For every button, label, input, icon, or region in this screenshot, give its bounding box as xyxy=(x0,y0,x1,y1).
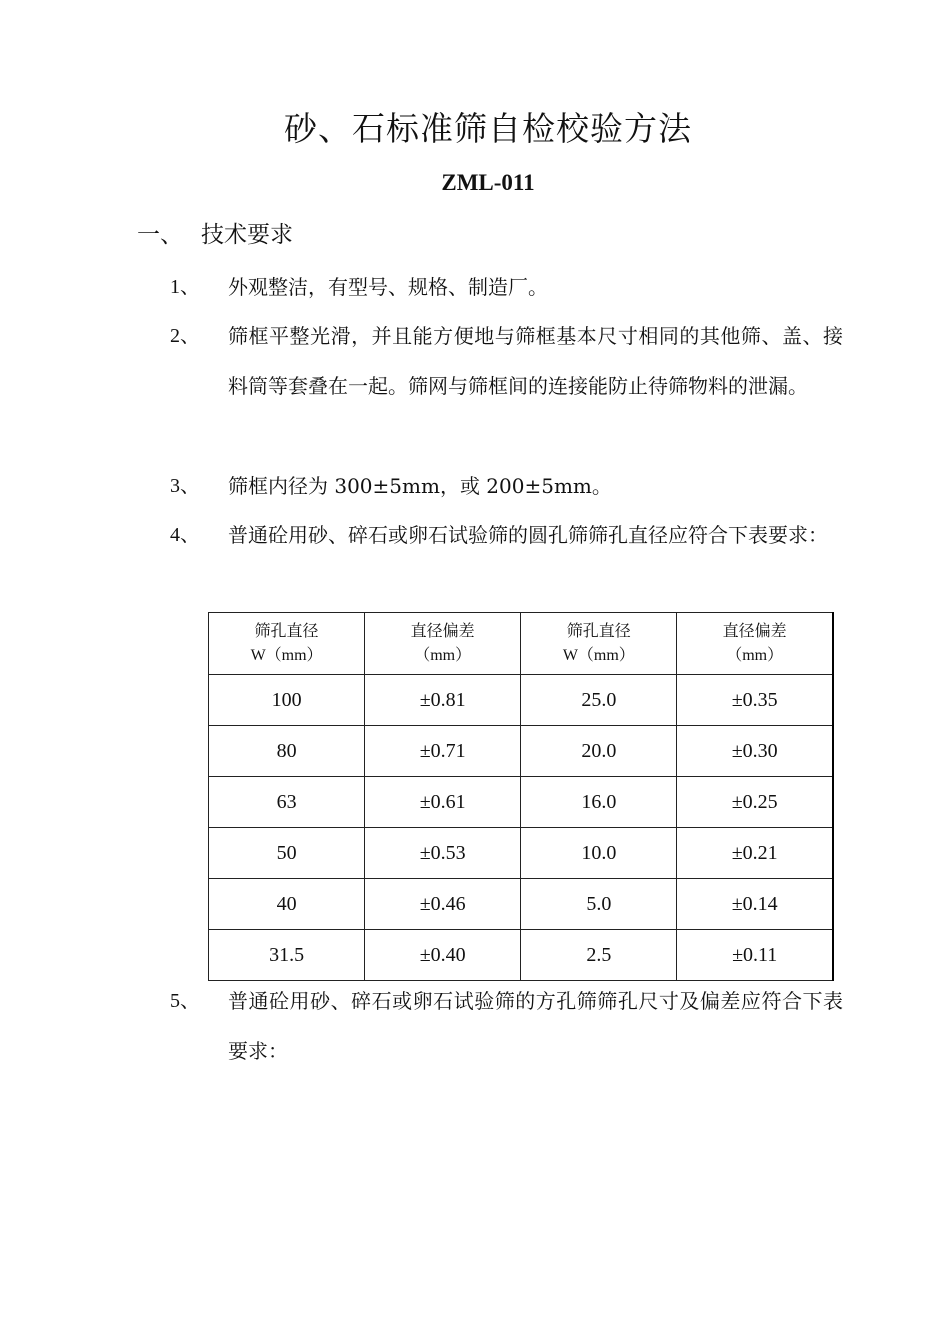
table-cell: ±0.21 xyxy=(677,828,833,879)
item-text: 普通砼用砂、碎石或卵石试验筛的方孔筛筛孔尺寸及偏差应符合下表要求： xyxy=(228,989,843,1063)
table-cell: 25.0 xyxy=(521,675,677,726)
table-cell: ±0.71 xyxy=(365,726,521,777)
document-title: 砂、石标准筛自检校验方法 xyxy=(284,109,692,148)
header-cell: 筛孔直径 W（mm） xyxy=(209,613,365,675)
table-cell: 20.0 xyxy=(521,726,677,777)
item-text: 外观整洁，有型号、规格、制造厂。 xyxy=(228,275,548,299)
table-cell: ±0.14 xyxy=(677,879,833,930)
table-row xyxy=(209,879,834,930)
list-item xyxy=(170,510,850,560)
item-number: 4、 xyxy=(170,524,200,546)
table-cell: 10.0 xyxy=(521,828,677,879)
sieve-tolerance-table xyxy=(208,612,834,981)
header-cell: 直径偏差 （mm） xyxy=(677,613,833,675)
table-row xyxy=(209,828,834,879)
section-heading xyxy=(137,216,293,249)
item-number: 1、 xyxy=(170,276,200,298)
section-title: 技术要求 xyxy=(201,222,293,248)
table-cell: ±0.46 xyxy=(365,879,521,930)
table-row xyxy=(209,777,834,828)
section-number: 一、 xyxy=(137,222,183,248)
table-row xyxy=(209,930,834,981)
table-cell: ±0.61 xyxy=(365,777,521,828)
item-number: 5、 xyxy=(170,990,200,1012)
header-cell: 筛孔直径 W（mm） xyxy=(521,613,677,675)
item-text: 筛框平整光滑，并且能方便地与筛框基本尺寸相同的其他筛、盖、接料筒等套叠在一起。筛网与筛框间的连接能防止待筛物料的泄漏。 xyxy=(228,324,843,398)
table-header-row xyxy=(209,613,834,675)
item-text: 普通砼用砂、碎石或卵石试验筛的圆孔筛筛孔直径应符合下表要求： xyxy=(228,523,828,547)
table-cell: 2.5 xyxy=(521,930,677,981)
table-cell: 5.0 xyxy=(521,879,677,930)
table-cell: ±0.53 xyxy=(365,828,521,879)
table-cell: 80 xyxy=(209,726,365,777)
list-item xyxy=(170,311,850,411)
table-cell: 31.5 xyxy=(209,930,365,981)
list-item xyxy=(170,461,850,511)
table-cell: 50 xyxy=(209,828,365,879)
table-cell: 100 xyxy=(209,675,365,726)
table-cell: 40 xyxy=(209,879,365,930)
table-cell: ±0.25 xyxy=(677,777,833,828)
list-item xyxy=(170,262,850,312)
item-number: 2、 xyxy=(170,325,200,347)
table-row xyxy=(209,726,834,777)
table-cell: ±0.81 xyxy=(365,675,521,726)
table-cell: ±0.35 xyxy=(677,675,833,726)
item-text: 筛框内径为 300±5mm，或 200±5mm。 xyxy=(228,474,612,498)
list-item xyxy=(170,976,850,1076)
table-row xyxy=(209,675,834,726)
table-cell: ±0.40 xyxy=(365,930,521,981)
table-cell: ±0.30 xyxy=(677,726,833,777)
table-cell: 16.0 xyxy=(521,777,677,828)
table-cell: 63 xyxy=(209,777,365,828)
table-cell: ±0.11 xyxy=(677,930,833,981)
document-code: ZML-011 xyxy=(441,170,535,195)
header-cell: 直径偏差 （mm） xyxy=(365,613,521,675)
item-number: 3、 xyxy=(170,475,200,497)
